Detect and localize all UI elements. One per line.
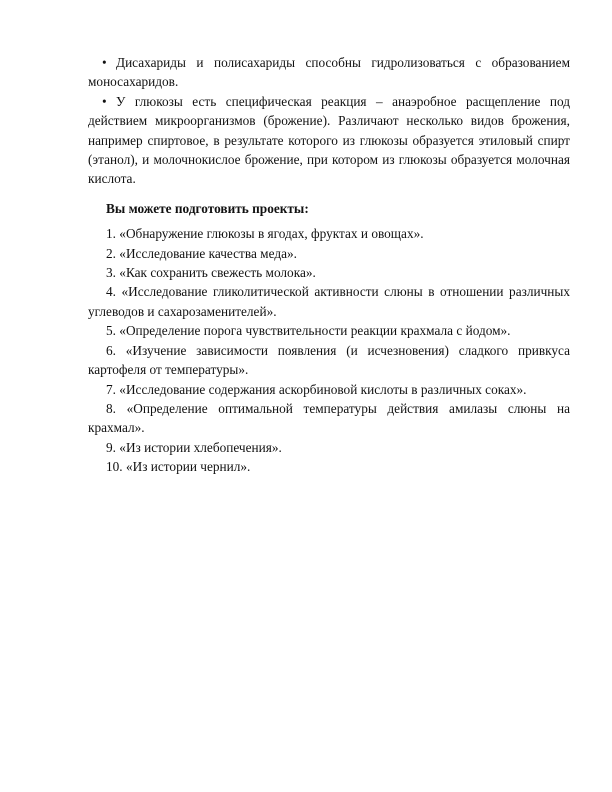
project-item: 5. «Определение порога чувствительности реакции крахмала с йодом». xyxy=(106,323,511,339)
project-item: 7. «Исследование содержания аскорбиновой кислоты в различных соках». xyxy=(106,381,527,397)
project-item: 2. «Исследование качества меда». xyxy=(106,245,297,261)
bullet-mark: • xyxy=(102,55,107,70)
document-page xyxy=(88,53,570,477)
project-item: 9. «Из истории хлебопечения». xyxy=(106,439,282,455)
bullet-text: У глюкозы есть специфическая реакция – анаэробное расщепление под действием микроорганизмов (брожение). Различают несколько видов брожения, например спиртовое, в результате которого из глюкозы образуется этиловый спирт (этанол), и молочнокислое брожение, при котором из глюкозы образуется молочная кислота. xyxy=(88,93,570,187)
bullet-text: Дисахариды и полисахариды способны гидролизоваться с образованием моносахаридов. xyxy=(88,55,570,90)
project-item: 4. «Исследование гликолитической активности слюны в отношении различных углеводов и сахарозаменителей». xyxy=(88,284,570,319)
project-item: 6. «Изучение зависимости появления (и исчезновения) сладкого привкуса картофеля от температуры». xyxy=(88,342,570,378)
projects-list xyxy=(88,224,570,476)
projects-heading: Вы можете подготовить проекты: xyxy=(106,200,309,216)
bullet-mark: • xyxy=(102,93,107,109)
project-item: 3. «Как сохранить свежесть молока». xyxy=(106,265,316,281)
project-item: 10. «Из истории чернил». xyxy=(106,459,251,475)
bullet-paragraph-2 xyxy=(88,92,570,189)
project-item: 1. «Обнаружение глюкозы в ягодах, фруктах и овощах». xyxy=(106,226,424,242)
project-item: 8. «Определение оптимальной температуры действия амилазы слюны на крахмал». xyxy=(88,400,570,436)
bullet-paragraph-1 xyxy=(88,53,570,92)
